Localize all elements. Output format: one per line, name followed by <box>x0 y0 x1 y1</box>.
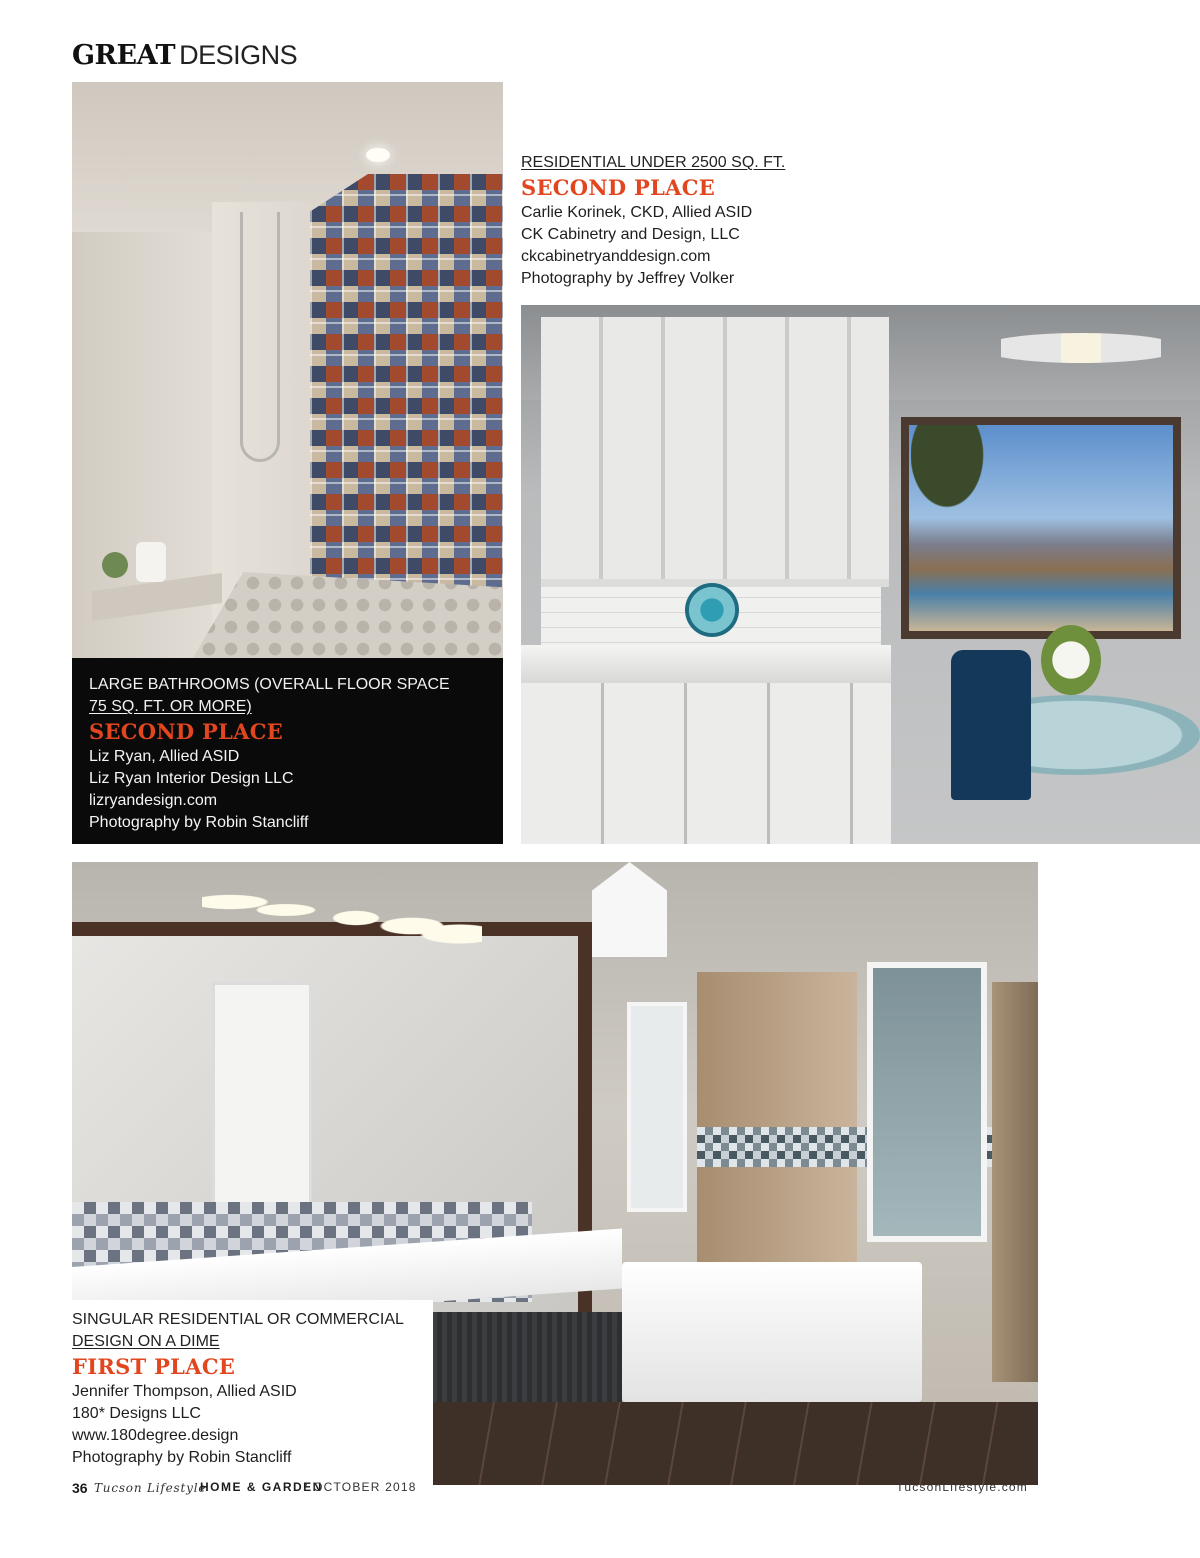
kitchen-photo <box>521 305 1200 844</box>
designer-name: Liz Ryan, Allied ASID <box>89 748 240 765</box>
site-url[interactable]: TucsonLifestyle.com <box>896 1480 1028 1494</box>
photo-credit: Photography by Robin Stancliff <box>89 814 309 831</box>
publication-name: Tucson Lifestyle <box>94 1481 207 1495</box>
place-label: SECOND PLACE <box>521 175 716 200</box>
section-header <box>72 40 297 71</box>
caption-residential-under-2500 <box>521 152 921 290</box>
section-header-bold: GREAT <box>72 40 176 71</box>
category-label-cont: DESIGN ON A DIME <box>72 1333 220 1350</box>
photo-credit: Photography by Robin Stancliff <box>72 1449 292 1466</box>
category-label: RESIDENTIAL UNDER 2500 SQ. FT. <box>521 154 786 171</box>
website-link[interactable]: lizryandesign.com <box>89 792 218 809</box>
website-link[interactable]: ckcabinetryanddesign.com <box>521 248 711 265</box>
caption-large-bathrooms <box>72 658 503 844</box>
section-name: HOME & GARDEN <box>200 1480 323 1494</box>
page-footer <box>72 1480 1028 1500</box>
company-name: CK Cabinetry and Design, LLC <box>521 226 740 243</box>
place-label: FIRST PLACE <box>72 1354 236 1379</box>
page-number: 36 <box>72 1480 88 1496</box>
category-label-cont: 75 SQ. FT. OR MORE) <box>89 698 252 715</box>
place-label: SECOND PLACE <box>89 719 284 744</box>
designer-name: Carlie Korinek, CKD, Allied ASID <box>521 204 753 221</box>
website-link[interactable]: www.180degree.design <box>72 1427 239 1444</box>
caption-design-on-a-dime <box>56 1300 433 1485</box>
category-label: LARGE BATHROOMS (OVERALL FLOOR SPACE <box>89 676 450 693</box>
issue-date: / OCTOBER 2018 <box>304 1480 417 1494</box>
category-label: SINGULAR RESIDENTIAL OR COMMERCIAL <box>72 1311 404 1328</box>
designer-name: Jennifer Thompson, Allied ASID <box>72 1383 297 1400</box>
company-name: Liz Ryan Interior Design LLC <box>89 770 294 787</box>
company-name: 180* Designs LLC <box>72 1405 201 1422</box>
section-header-light: DESIGNS <box>179 40 298 70</box>
photo-credit: Photography by Jeffrey Volker <box>521 270 735 287</box>
